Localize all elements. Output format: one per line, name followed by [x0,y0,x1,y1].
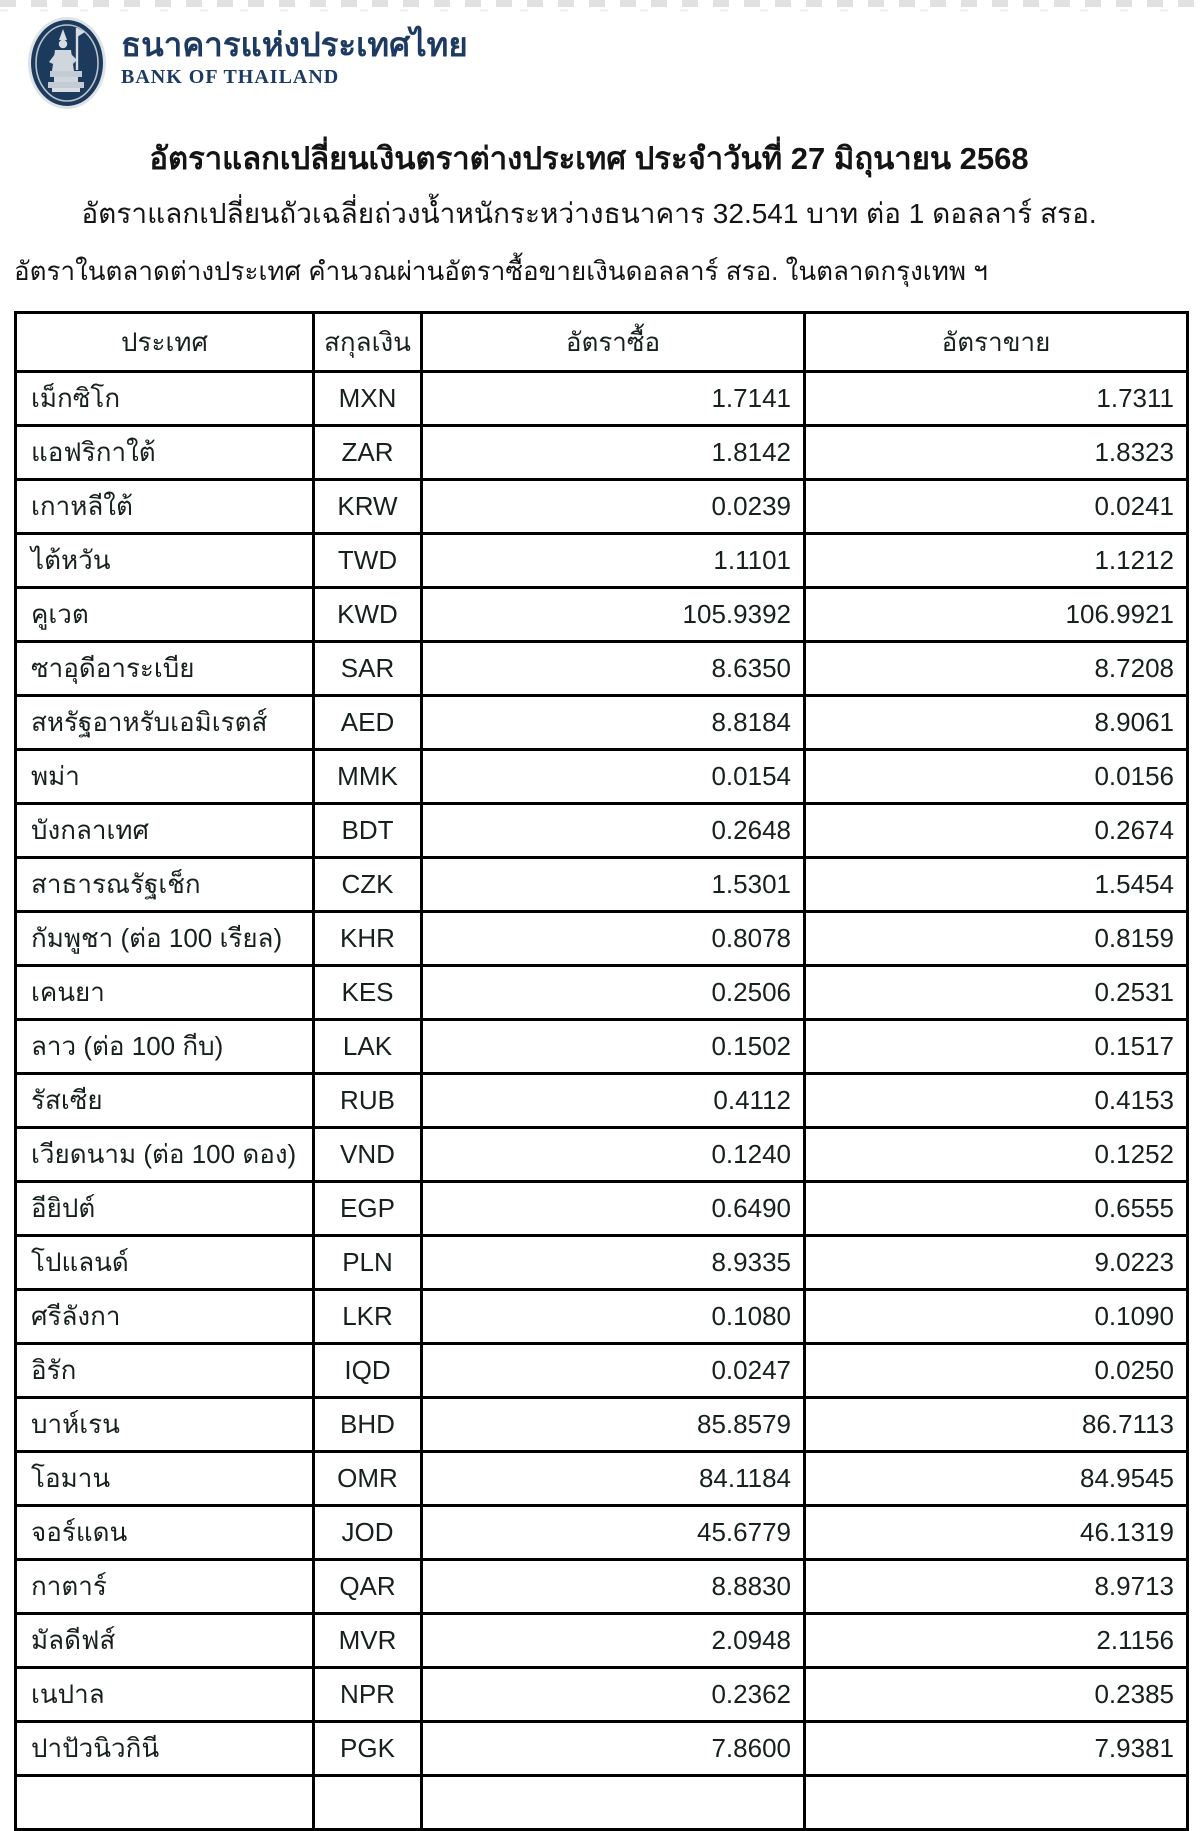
currency-code-cell: BDT [314,804,422,858]
country-cell: ซาอุดีอาระเบีย [16,642,314,696]
table-row [16,588,1188,642]
buy-rate-cell: 105.9392 [422,588,805,642]
sell-rate-cell: 8.9061 [805,696,1188,750]
currency-code-cell: VND [314,1128,422,1182]
sell-rate-cell: 46.1319 [805,1506,1188,1560]
currency-code-cell: MMK [314,750,422,804]
country-cell: ไต้หวัน [16,534,314,588]
currency-code-cell [314,1776,422,1830]
buy-rate-cell: 2.0948 [422,1614,805,1668]
currency-code-cell: BHD [314,1398,422,1452]
table-row [16,1506,1188,1560]
table-row [16,750,1188,804]
sell-rate-cell: 0.8159 [805,912,1188,966]
currency-code-cell: EGP [314,1182,422,1236]
table-row [16,1560,1188,1614]
rates-table-body [16,372,1188,1830]
sell-rate-cell: 8.9713 [805,1560,1188,1614]
sell-rate-cell: 1.1212 [805,534,1188,588]
bank-name-thai: ธนาคารแห่งประเทศไทย [121,26,468,63]
country-cell: กัมพูชา (ต่อ 100 เรียล) [16,912,314,966]
sell-rate-cell: 106.9921 [805,588,1188,642]
bank-name-block [121,16,468,89]
country-cell: พม่า [16,750,314,804]
currency-code-cell: TWD [314,534,422,588]
buy-rate-cell: 0.0247 [422,1344,805,1398]
country-cell: ลาว (ต่อ 100 กีบ) [16,1020,314,1074]
market-note: อัตราในตลาดต่างประเทศ คำนวณผ่านอัตราซื้อขายเงินดอลลาร์ สรอ. ในตลาดกรุงเทพ ฯ [14,256,988,286]
buy-rate-cell: 84.1184 [422,1452,805,1506]
column-header-buy-rate: อัตราซื้อ [422,313,805,372]
table-row [16,912,1188,966]
country-cell [16,1776,314,1830]
country-cell: เคนยา [16,966,314,1020]
country-cell: ศรีลังกา [16,1290,314,1344]
currency-code-cell: PGK [314,1722,422,1776]
currency-code-cell: KWD [314,588,422,642]
table-row [16,1020,1188,1074]
currency-code-cell: JOD [314,1506,422,1560]
sell-rate-cell: 0.1252 [805,1128,1188,1182]
buy-rate-cell: 0.4112 [422,1074,805,1128]
exchange-rates-table [14,311,1189,1831]
currency-code-cell: CZK [314,858,422,912]
table-row [16,426,1188,480]
table-row [16,642,1188,696]
sell-rate-cell: 0.0156 [805,750,1188,804]
table-row [16,1452,1188,1506]
table-row [16,1398,1188,1452]
buy-rate-cell: 0.0154 [422,750,805,804]
scan-edge-artifact-2 [0,9,1200,12]
currency-code-cell: RUB [314,1074,422,1128]
sell-rate-cell: 2.1156 [805,1614,1188,1668]
bank-of-thailand-logo-icon [27,16,107,110]
currency-code-cell: MXN [314,372,422,426]
country-cell: สหรัฐอาหรับเอมิเรตส์ [16,696,314,750]
country-cell: เม็กซิโก [16,372,314,426]
document-title: อัตราแลกเปลี่ยนเงินตราต่างประเทศ ประจำวันที่ 27 มิถุนายน 2568 [149,141,1029,176]
currency-code-cell: LAK [314,1020,422,1074]
country-cell: โอมาน [16,1452,314,1506]
currency-code-cell: SAR [314,642,422,696]
buy-rate-cell: 85.8579 [422,1398,805,1452]
country-cell: แอฟริกาใต้ [16,426,314,480]
buy-rate-cell: 8.8184 [422,696,805,750]
country-cell: คูเวต [16,588,314,642]
column-header-sell-rate: อัตราขาย [805,313,1188,372]
bank-of-thailand-header [27,16,468,110]
sell-rate-cell: 84.9545 [805,1452,1188,1506]
sell-rate-cell: 8.7208 [805,642,1188,696]
buy-rate-cell: 0.2506 [422,966,805,1020]
table-header-row [16,313,1188,372]
country-cell: อียิปต์ [16,1182,314,1236]
buy-rate-cell: 45.6779 [422,1506,805,1560]
table-row [16,1128,1188,1182]
sell-rate-cell [805,1776,1188,1830]
buy-rate-cell: 0.8078 [422,912,805,966]
table-row [16,1074,1188,1128]
country-cell: จอร์แดน [16,1506,314,1560]
sell-rate-cell: 7.9381 [805,1722,1188,1776]
buy-rate-cell: 0.1502 [422,1020,805,1074]
country-cell: เกาหลีใต้ [16,480,314,534]
sell-rate-cell: 1.5454 [805,858,1188,912]
currency-code-cell: ZAR [314,426,422,480]
sell-rate-cell: 0.2531 [805,966,1188,1020]
table-row [16,1290,1188,1344]
table-row [16,858,1188,912]
buy-rate-cell: 1.1101 [422,534,805,588]
country-cell: มัลดีฟส์ [16,1614,314,1668]
buy-rate-cell: 0.1080 [422,1290,805,1344]
table-row [16,966,1188,1020]
buy-rate-cell: 7.8600 [422,1722,805,1776]
currency-code-cell: PLN [314,1236,422,1290]
table-row [16,480,1188,534]
sell-rate-cell: 0.0250 [805,1344,1188,1398]
sell-rate-cell: 0.2674 [805,804,1188,858]
table-row [16,1182,1188,1236]
sell-rate-cell: 86.7113 [805,1398,1188,1452]
currency-code-cell: KRW [314,480,422,534]
country-cell: เนปาล [16,1668,314,1722]
country-cell: อิรัก [16,1344,314,1398]
table-row [16,1236,1188,1290]
country-cell: บังกลาเทศ [16,804,314,858]
buy-rate-cell: 0.6490 [422,1182,805,1236]
scan-edge-artifact [0,0,1200,7]
currency-code-cell: OMR [314,1452,422,1506]
table-row [16,696,1188,750]
buy-rate-cell: 1.7141 [422,372,805,426]
country-cell: สาธารณรัฐเช็ก [16,858,314,912]
buy-rate-cell: 0.2648 [422,804,805,858]
buy-rate-cell: 0.1240 [422,1128,805,1182]
currency-code-cell: MVR [314,1614,422,1668]
table-row [16,804,1188,858]
table-row [16,1344,1188,1398]
country-cell: เวียดนาม (ต่อ 100 ดอง) [16,1128,314,1182]
column-header-country: ประเทศ [16,313,314,372]
table-row [16,1668,1188,1722]
table-row [16,372,1188,426]
column-header-currency: สกุลเงิน [314,313,422,372]
sell-rate-cell: 0.6555 [805,1182,1188,1236]
sell-rate-cell: 0.1517 [805,1020,1188,1074]
buy-rate-cell: 8.6350 [422,642,805,696]
buy-rate-cell: 8.8830 [422,1560,805,1614]
table-row [16,1614,1188,1668]
bank-name-english: BANK OF THAILAND [121,65,340,88]
table-row [16,1722,1188,1776]
country-cell: ปาปัวนิวกินี [16,1722,314,1776]
currency-code-cell: NPR [314,1668,422,1722]
sell-rate-cell: 1.8323 [805,426,1188,480]
country-cell: บาห์เรน [16,1398,314,1452]
buy-rate-cell [422,1776,805,1830]
document-subtitle: อัตราแลกเปลี่ยนถัวเฉลี่ยถ่วงน้ำหนักระหว่างธนาคาร 32.541 บาท ต่อ 1 ดอลลาร์ สรอ. [81,198,1097,229]
country-cell: โปแลนด์ [16,1236,314,1290]
sell-rate-cell: 0.2385 [805,1668,1188,1722]
currency-code-cell: IQD [314,1344,422,1398]
currency-code-cell: LKR [314,1290,422,1344]
buy-rate-cell: 0.2362 [422,1668,805,1722]
buy-rate-cell: 0.0239 [422,480,805,534]
currency-code-cell: QAR [314,1560,422,1614]
currency-code-cell: KES [314,966,422,1020]
sell-rate-cell: 0.4153 [805,1074,1188,1128]
sell-rate-cell: 0.0241 [805,480,1188,534]
table-row-partial [16,1776,1188,1830]
currency-code-cell: AED [314,696,422,750]
sell-rate-cell: 1.7311 [805,372,1188,426]
buy-rate-cell: 1.8142 [422,426,805,480]
currency-code-cell: KHR [314,912,422,966]
table-row [16,534,1188,588]
country-cell: กาตาร์ [16,1560,314,1614]
sell-rate-cell: 0.1090 [805,1290,1188,1344]
buy-rate-cell: 8.9335 [422,1236,805,1290]
sell-rate-cell: 9.0223 [805,1236,1188,1290]
country-cell: รัสเซีย [16,1074,314,1128]
buy-rate-cell: 1.5301 [422,858,805,912]
